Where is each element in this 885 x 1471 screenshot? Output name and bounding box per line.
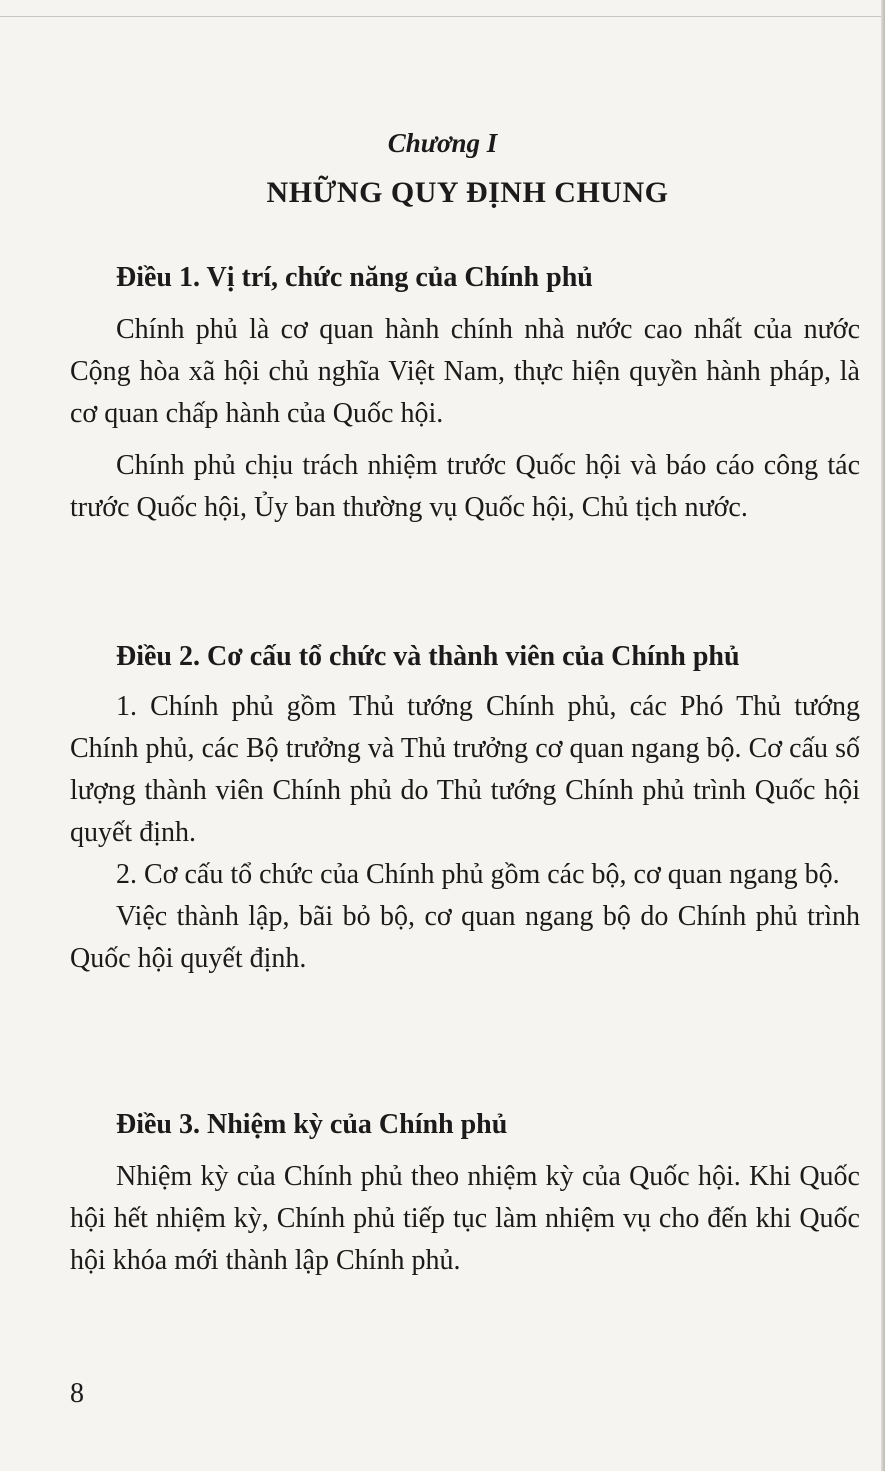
article-1-heading: Điều 1. Vị trí, chức năng của Chính phủ bbox=[116, 262, 593, 293]
article-2-heading: Điều 2. Cơ cấu tổ chức và thành viên của Chính phủ bbox=[116, 641, 740, 672]
page-edge-shadow bbox=[881, 0, 885, 1471]
chapter-title: NHỮNG QUY ĐỊNH CHUNG bbox=[266, 176, 669, 209]
article-2-paragraph-1: 1. Chính phủ gồm Thủ tướng Chính phủ, các Phó Thủ tướng Chính phủ, các Bộ trưởng và Thủ trưởng cơ quan ngang bộ. Cơ cấu số lượng thành viên Chính phủ do Thủ tướng Chính phủ trình Quốc hội quyết định. bbox=[70, 691, 860, 848]
article-1-paragraph-2: Chính phủ chịu trách nhiệm trước Quốc hội và báo cáo công tác trước Quốc hội, Ủy ban thường vụ Quốc hội, Chủ tịch nước. bbox=[70, 450, 860, 523]
chapter-label: Chương I bbox=[387, 128, 498, 158]
top-edge-line bbox=[0, 16, 885, 17]
article-2 bbox=[70, 636, 860, 980]
article-2-paragraph-3: Việc thành lập, bãi bỏ bộ, cơ quan ngang bộ do Chính phủ trình Quốc hội quyết định. bbox=[70, 901, 860, 974]
article-3-paragraph-1: Nhiệm kỳ của Chính phủ theo nhiệm kỳ của Quốc hội. Khi Quốc hội hết nhiệm kỳ, Chính phủ tiếp tục làm nhiệm vụ cho đến khi Quốc hội khóa mới thành lập Chính phủ. bbox=[70, 1161, 860, 1276]
page-number: 8 bbox=[70, 1378, 84, 1409]
article-1 bbox=[70, 257, 860, 529]
article-2-paragraph-2: 2. Cơ cấu tổ chức của Chính phủ gồm các bộ, cơ quan ngang bộ. bbox=[116, 859, 840, 890]
article-3-heading: Điều 3. Nhiệm kỳ của Chính phủ bbox=[116, 1109, 508, 1140]
article-3 bbox=[70, 1104, 860, 1282]
article-1-paragraph-1: Chính phủ là cơ quan hành chính nhà nước cao nhất của nước Cộng hòa xã hội chủ nghĩa Việt Nam, thực hiện quyền hành pháp, là cơ quan chấp hành của Quốc hội. bbox=[70, 314, 860, 429]
